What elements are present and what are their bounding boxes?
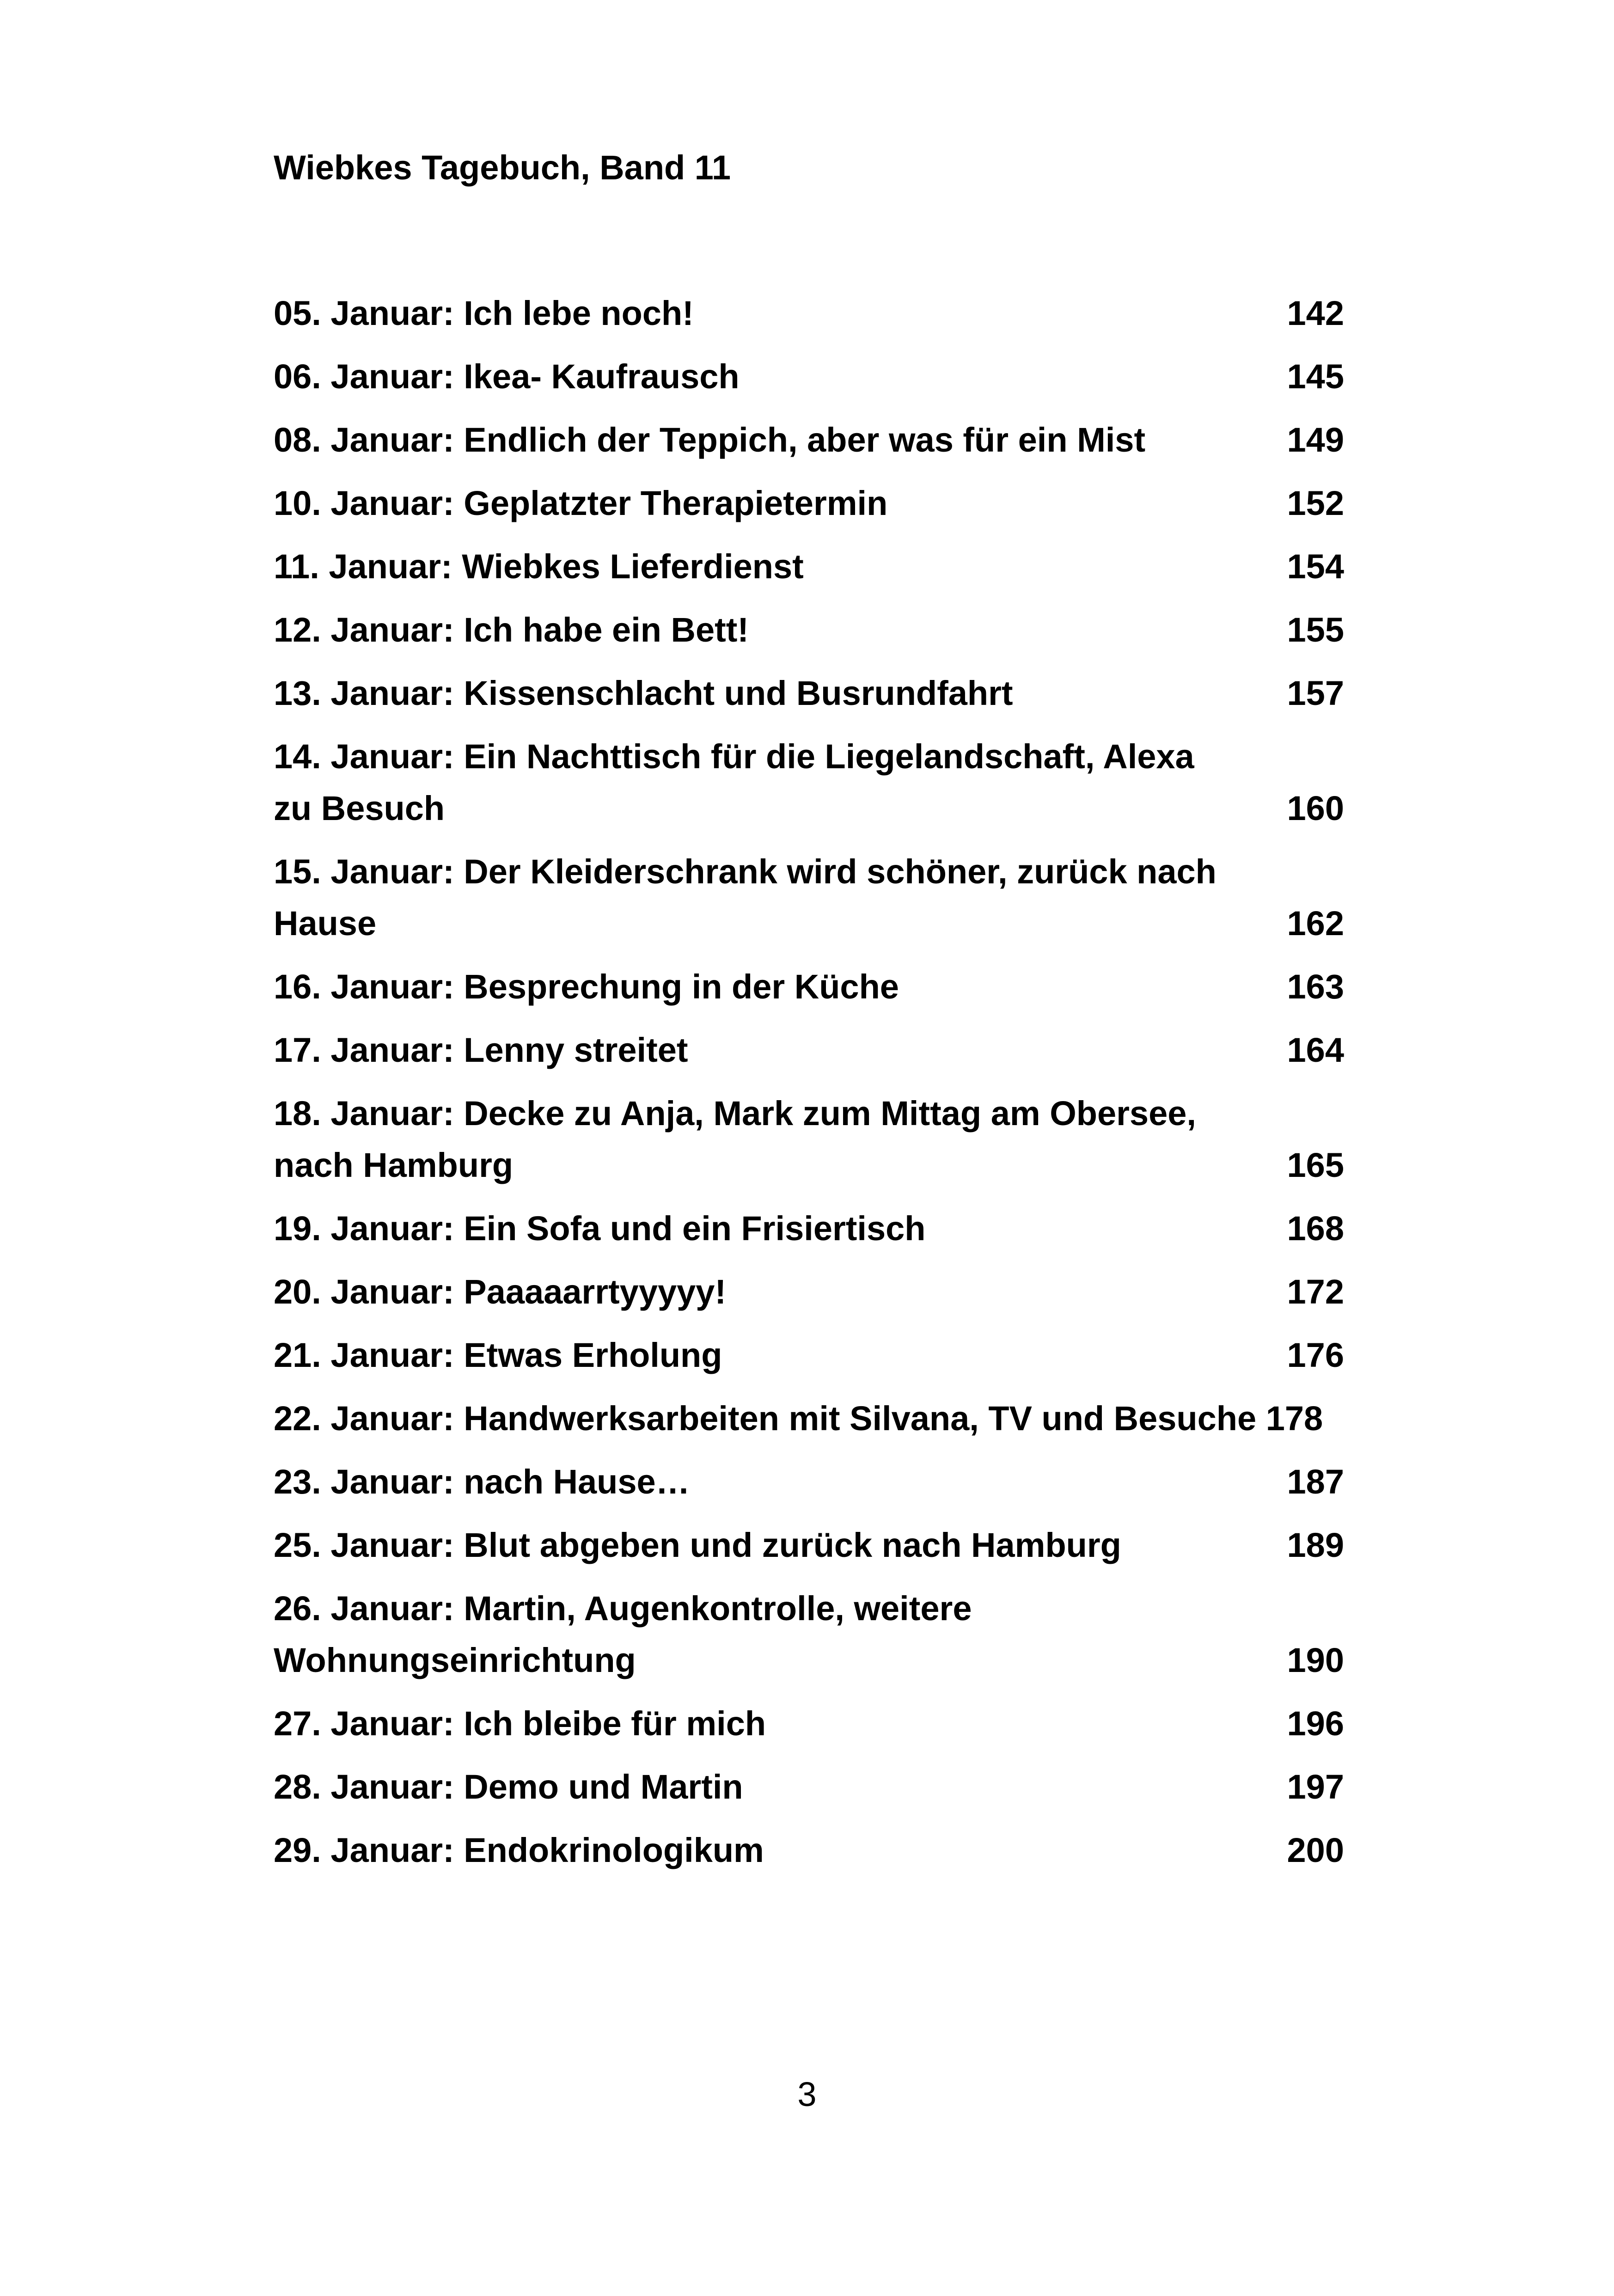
- book-title: Wiebkes Tagebuch, Band 11: [274, 148, 731, 187]
- toc-entry-title: 08. Januar: Endlich der Teppich, aber was für ein Mist: [274, 421, 1146, 459]
- toc-entry-page: 160: [1287, 789, 1344, 827]
- toc-entry: [274, 1393, 1344, 1445]
- toc-entry: [274, 961, 1344, 1013]
- toc-entry-page: 163: [1287, 967, 1344, 1006]
- toc-entry-title: 29. Januar: Endokrinologikum: [274, 1831, 764, 1869]
- toc-entry-page: 172: [1287, 1273, 1344, 1311]
- table-of-contents: [274, 288, 1344, 1888]
- toc-entry: [274, 604, 1344, 656]
- toc-entry: [274, 1583, 1344, 1686]
- toc-entry-page: 157: [1287, 674, 1344, 712]
- toc-entry-title: 06. Januar: Ikea- Kaufrausch: [274, 357, 740, 396]
- toc-entry-title: 12. Januar: Ich habe ein Bett!: [274, 611, 749, 649]
- toc-entry: [274, 846, 1344, 949]
- toc-entry: [274, 1825, 1344, 1876]
- toc-entry-title: 15. Januar: Der Kleiderschrank wird schöner, zurück nach Hause: [274, 852, 1217, 943]
- toc-entry: [274, 414, 1344, 466]
- toc-entry-title: 26. Januar: Martin, Augenkontrolle, weitere Wohnungseinrichtung: [274, 1589, 972, 1679]
- toc-entry-page: 176: [1287, 1336, 1344, 1374]
- toc-entry-title: 22. Januar: Handwerksarbeiten mit Silvana, TV und Besuche: [274, 1399, 1257, 1438]
- toc-entry-page: 152: [1287, 484, 1344, 522]
- toc-entry-page: 155: [1287, 611, 1344, 649]
- toc-entry: [274, 731, 1344, 834]
- toc-entry-page: 162: [1287, 904, 1344, 943]
- toc-entry-page: 189: [1287, 1526, 1344, 1564]
- toc-entry-page: 168: [1287, 1209, 1344, 1248]
- toc-entry-title: 28. Januar: Demo und Martin: [274, 1768, 743, 1806]
- toc-entry-title: 17. Januar: Lenny streitet: [274, 1031, 688, 1069]
- toc-entry: [274, 1519, 1344, 1571]
- toc-entry-page: 165: [1287, 1146, 1344, 1184]
- toc-entry-page: 154: [1287, 547, 1344, 586]
- toc-entry: [274, 1088, 1344, 1191]
- toc-entry: [274, 1698, 1344, 1750]
- toc-entry-page: 149: [1287, 421, 1344, 459]
- toc-entry-title: 19. Januar: Ein Sofa und ein Frisiertisch: [274, 1209, 926, 1248]
- toc-entry-page: 164: [1287, 1031, 1344, 1069]
- toc-entry-title: 18. Januar: Decke zu Anja, Mark zum Mittag am Obersee, nach Hamburg: [274, 1094, 1196, 1184]
- toc-entry: [274, 351, 1344, 403]
- toc-entry: [274, 667, 1344, 719]
- toc-entry-title: 27. Januar: Ich bleibe für mich: [274, 1704, 766, 1743]
- toc-entry-page: 196: [1287, 1704, 1344, 1743]
- toc-entry-title: 05. Januar: Ich lebe noch!: [274, 294, 694, 332]
- toc-entry-page: 178: [1266, 1399, 1323, 1438]
- toc-entry: [274, 1266, 1344, 1318]
- toc-entry: [274, 288, 1344, 339]
- toc-entry-title: 16. Januar: Besprechung in der Küche: [274, 967, 899, 1006]
- toc-entry: [274, 1761, 1344, 1813]
- toc-entry-title: 25. Januar: Blut abgeben und zurück nach Hamburg: [274, 1526, 1121, 1564]
- toc-entry-title: 21. Januar: Etwas Erholung: [274, 1336, 722, 1374]
- toc-entry-title: 11. Januar: Wiebkes Lieferdienst: [274, 547, 804, 586]
- toc-entry: [274, 478, 1344, 529]
- toc-entry-page: 142: [1287, 294, 1344, 332]
- toc-entry-page: 187: [1287, 1463, 1344, 1501]
- toc-entry-title: 13. Januar: Kissenschlacht und Busrundfahrt: [274, 674, 1013, 712]
- page-number: 3: [797, 2075, 817, 2113]
- toc-entry-page: 190: [1287, 1641, 1344, 1679]
- toc-entry-title: 10. Januar: Geplatzter Therapietermin: [274, 484, 888, 522]
- toc-entry: [274, 1024, 1344, 1076]
- toc-entry-title: 20. Januar: Paaaaarrtyyyyy!: [274, 1273, 727, 1311]
- toc-entry-title: 14. Januar: Ein Nachttisch für die Liegelandschaft, Alexa zu Besuch: [274, 737, 1194, 827]
- toc-entry-page: 200: [1287, 1831, 1344, 1869]
- toc-entry: [274, 1329, 1344, 1381]
- toc-entry: [274, 1456, 1344, 1508]
- toc-entry: [274, 541, 1344, 593]
- toc-entry-page: 145: [1287, 357, 1344, 396]
- toc-entry-page: 197: [1287, 1768, 1344, 1806]
- toc-entry: [274, 1203, 1344, 1255]
- toc-entry-title: 23. Januar: nach Hause…: [274, 1463, 690, 1501]
